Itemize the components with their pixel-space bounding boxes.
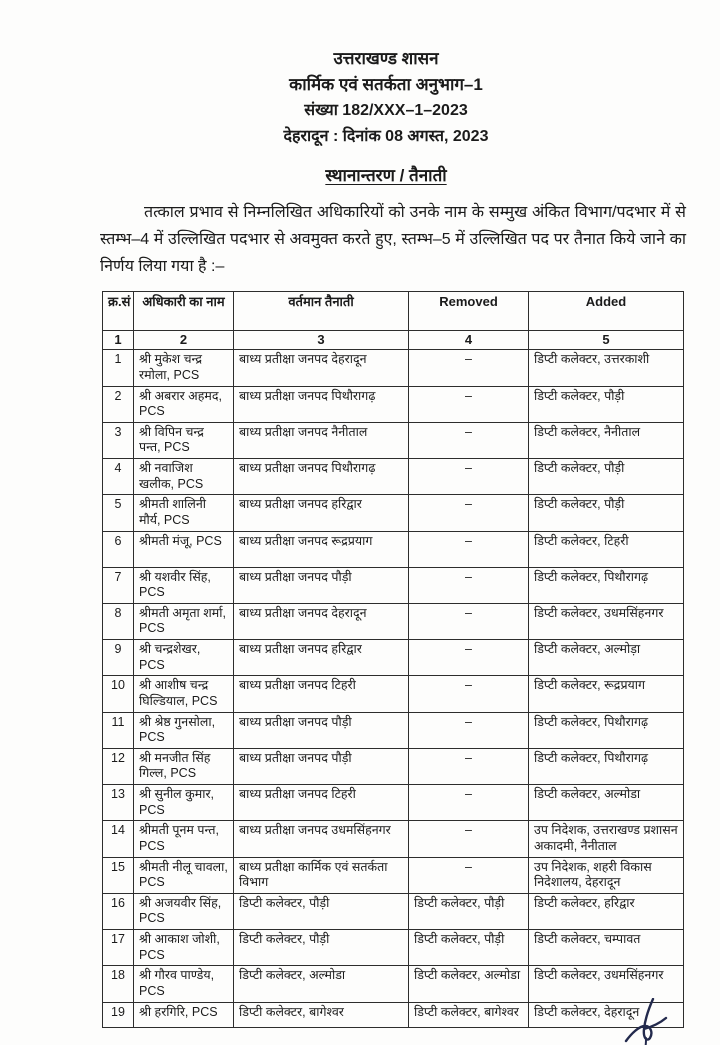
officer-name: श्री सुनील कुमार, PCS bbox=[134, 785, 234, 821]
removed-posting: – bbox=[409, 821, 529, 857]
table-row bbox=[103, 640, 684, 676]
added-posting: डिप्टी कलेक्टर, अल्मोडा bbox=[529, 785, 684, 821]
table-row bbox=[103, 785, 684, 821]
added-posting: डिप्टी कलेक्टर, अल्मोड़ा bbox=[529, 640, 684, 676]
current-posting: बाध्य प्रतीक्षा जनपद देहरादून bbox=[234, 603, 409, 639]
officer-name: श्रीमती नीलू चावला, PCS bbox=[134, 857, 234, 893]
row-serial: 10 bbox=[103, 676, 134, 712]
removed-posting: – bbox=[409, 567, 529, 603]
removed-posting: – bbox=[409, 676, 529, 712]
col-number-4: 4 bbox=[409, 331, 529, 350]
col-number-1: 1 bbox=[103, 331, 134, 350]
current-posting: बाध्य प्रतीक्षा जनपद नैनीताल bbox=[234, 422, 409, 458]
department-name: कार्मिक एवं सतर्कता अनुभाग–1 bbox=[289, 75, 483, 94]
current-posting: बाध्य प्रतीक्षा जनपद टिहरी bbox=[234, 785, 409, 821]
added-posting: डिप्टी कलेक्टर, पिथौरागढ़ bbox=[529, 748, 684, 784]
added-posting: डिप्टी कलेक्टर, पौड़ी bbox=[529, 495, 684, 531]
table-row bbox=[103, 459, 684, 495]
officer-name: श्रीमती पूनम पन्त, PCS bbox=[134, 821, 234, 857]
table-row bbox=[103, 821, 684, 857]
removed-posting: – bbox=[409, 640, 529, 676]
row-serial: 18 bbox=[103, 966, 134, 1002]
row-serial: 1 bbox=[103, 350, 134, 386]
removed-posting: – bbox=[409, 495, 529, 531]
row-serial: 7 bbox=[103, 567, 134, 603]
table-row bbox=[103, 386, 684, 422]
current-posting: डिप्टी कलेक्टर, पौड़ी bbox=[234, 930, 409, 966]
row-serial: 17 bbox=[103, 930, 134, 966]
table-row bbox=[103, 422, 684, 458]
current-posting: बाध्य प्रतीक्षा कार्मिक एवं सतर्कता विभाग bbox=[234, 857, 409, 893]
removed-posting: – bbox=[409, 531, 529, 567]
document-header bbox=[66, 0, 706, 186]
removed-posting: डिप्टी कलेक्टर, अल्मोडा bbox=[409, 966, 529, 1002]
officer-name: श्री नवाजिश खलीक, PCS bbox=[134, 459, 234, 495]
current-posting: डिप्टी कलेक्टर, बागेश्वर bbox=[234, 1002, 409, 1027]
row-serial: 16 bbox=[103, 893, 134, 929]
table-row bbox=[103, 966, 684, 1002]
place-and-date: देहरादून : दिनांक 08 अगस्त, 2023 bbox=[283, 128, 489, 145]
table-row bbox=[103, 748, 684, 784]
col-header-officer-name: अधिकारी का नाम bbox=[134, 292, 234, 331]
col-number-2: 2 bbox=[134, 331, 234, 350]
added-posting: डिप्टी कलेक्टर, पिथौरागढ़ bbox=[529, 712, 684, 748]
table-row bbox=[103, 893, 684, 929]
table-row bbox=[103, 930, 684, 966]
current-posting: बाध्य प्रतीक्षा जनपद पौड़ी bbox=[234, 712, 409, 748]
row-serial: 12 bbox=[103, 748, 134, 784]
removed-posting: डिप्टी कलेक्टर, बागेश्वर bbox=[409, 1002, 529, 1027]
row-serial: 15 bbox=[103, 857, 134, 893]
current-posting: बाध्य प्रतीक्षा जनपद हरिद्वार bbox=[234, 640, 409, 676]
table-row bbox=[103, 712, 684, 748]
col-header-serial: क्र.सं bbox=[103, 292, 134, 331]
removed-posting: – bbox=[409, 785, 529, 821]
current-posting: बाध्य प्रतीक्षा जनपद पिथौरागढ़ bbox=[234, 386, 409, 422]
added-posting: उप निदेशक, शहरी विकास निदेशालय, देहरादून bbox=[529, 857, 684, 893]
officer-name: श्रीमती शालिनी मौर्य, PCS bbox=[134, 495, 234, 531]
column-number-row bbox=[103, 331, 684, 350]
table-row bbox=[103, 603, 684, 639]
removed-posting: – bbox=[409, 748, 529, 784]
officer-name: श्री अबरार अहमद, PCS bbox=[134, 386, 234, 422]
added-posting: डिप्टी कलेक्टर, देहरादून bbox=[529, 1002, 684, 1027]
row-serial: 2 bbox=[103, 386, 134, 422]
removed-posting: डिप्टी कलेक्टर, पौड़ी bbox=[409, 930, 529, 966]
col-header-removed: Removed bbox=[409, 292, 529, 331]
added-posting: डिप्टी कलेक्टर, पौड़ी bbox=[529, 386, 684, 422]
removed-posting: – bbox=[409, 386, 529, 422]
col-header-added: Added bbox=[529, 292, 684, 331]
officer-name: श्री श्रेष्ठ गुनसोला, PCS bbox=[134, 712, 234, 748]
current-posting: बाध्य प्रतीक्षा जनपद पिथौरागढ़ bbox=[234, 459, 409, 495]
current-posting: बाध्य प्रतीक्षा जनपद पौड़ी bbox=[234, 748, 409, 784]
added-posting: डिप्टी कलेक्टर, पिथौरागढ़ bbox=[529, 567, 684, 603]
added-posting: डिप्टी कलेक्टर, चम्पावत bbox=[529, 930, 684, 966]
removed-posting: – bbox=[409, 350, 529, 386]
current-posting: बाध्य प्रतीक्षा जनपद देहरादून bbox=[234, 350, 409, 386]
table-header-row bbox=[103, 292, 684, 331]
row-serial: 13 bbox=[103, 785, 134, 821]
officer-name: श्री गौरव पाण्डेय, PCS bbox=[134, 966, 234, 1002]
added-posting: डिप्टी कलेक्टर, उधमसिंहनगर bbox=[529, 966, 684, 1002]
row-serial: 8 bbox=[103, 603, 134, 639]
current-posting: डिप्टी कलेक्टर, अल्मोडा bbox=[234, 966, 409, 1002]
signature-initial-icon bbox=[620, 998, 678, 1045]
table-row bbox=[103, 1002, 684, 1027]
officer-name: श्री मुकेश चन्द्र रमोला, PCS bbox=[134, 350, 234, 386]
current-posting: बाध्य प्रतीक्षा जनपद पौड़ी bbox=[234, 567, 409, 603]
officer-name: श्री विपिन चन्द्र पन्त, PCS bbox=[134, 422, 234, 458]
order-number: संख्या 182/XXX–1–2023 bbox=[304, 102, 468, 119]
table-row bbox=[103, 567, 684, 603]
added-posting: डिप्टी कलेक्टर, रूद्रप्रयाग bbox=[529, 676, 684, 712]
removed-posting: – bbox=[409, 712, 529, 748]
removed-posting: – bbox=[409, 857, 529, 893]
row-serial: 6 bbox=[103, 531, 134, 567]
col-header-current-posting: वर्तमान तैनाती bbox=[234, 292, 409, 331]
table-row bbox=[103, 857, 684, 893]
table-body bbox=[103, 350, 684, 1027]
table-row bbox=[103, 676, 684, 712]
removed-posting: – bbox=[409, 459, 529, 495]
col-number-5: 5 bbox=[529, 331, 684, 350]
current-posting: बाध्य प्रतीक्षा जनपद टिहरी bbox=[234, 676, 409, 712]
row-serial: 9 bbox=[103, 640, 134, 676]
added-posting: उप निदेशक, उत्तराखण्ड प्रशासन अकादमी, नैनीताल bbox=[529, 821, 684, 857]
intro-paragraph: तत्काल प्रभाव से निम्नलिखित अधिकारियों को उनके नाम के सम्मुख अंकित विभाग/पदभार में से स्तम्भ–4 में उल्लिखित पदभार से अवमुक्त करते हुए, स्तम्भ–5 में उल्लिखित पद पर तैनात किये जाने का निर्णय लिया गया है :– bbox=[100, 204, 686, 275]
officer-name: श्रीमती अमृता शर्मा, PCS bbox=[134, 603, 234, 639]
row-serial: 19 bbox=[103, 1002, 134, 1027]
table-row bbox=[103, 531, 684, 567]
officer-name: श्री आकाश जोशी, PCS bbox=[134, 930, 234, 966]
current-posting: बाध्य प्रतीक्षा जनपद रूद्रप्रयाग bbox=[234, 531, 409, 567]
officer-name: श्री चन्द्रशेखर, PCS bbox=[134, 640, 234, 676]
officer-name: श्री आशीष चन्द्र घिल्डियाल, PCS bbox=[134, 676, 234, 712]
removed-posting: – bbox=[409, 603, 529, 639]
table-header bbox=[103, 292, 684, 350]
current-posting: बाध्य प्रतीक्षा जनपद उधमसिंहनगर bbox=[234, 821, 409, 857]
officer-name: श्रीमती मंजू, PCS bbox=[134, 531, 234, 567]
government-name: उत्तराखण्ड शासन bbox=[333, 49, 439, 68]
document-subject: स्थानान्तरण / तैनाती bbox=[325, 166, 447, 185]
officer-name: श्री यशवीर सिंह, PCS bbox=[134, 567, 234, 603]
added-posting: डिप्टी कलेक्टर, उत्तरकाशी bbox=[529, 350, 684, 386]
officer-name: श्री हरगिरि, PCS bbox=[134, 1002, 234, 1027]
row-serial: 5 bbox=[103, 495, 134, 531]
current-posting: डिप्टी कलेक्टर, पौड़ी bbox=[234, 893, 409, 929]
removed-posting: डिप्टी कलेक्टर, पौड़ी bbox=[409, 893, 529, 929]
row-serial: 3 bbox=[103, 422, 134, 458]
added-posting: डिप्टी कलेक्टर, उधमसिंहनगर bbox=[529, 603, 684, 639]
row-serial: 14 bbox=[103, 821, 134, 857]
removed-posting: – bbox=[409, 422, 529, 458]
officer-name: श्री मनजीत सिंह गिल्ल, PCS bbox=[134, 748, 234, 784]
table-row bbox=[103, 495, 684, 531]
added-posting: डिप्टी कलेक्टर, पौड़ी bbox=[529, 459, 684, 495]
added-posting: डिप्टी कलेक्टर, नैनीताल bbox=[529, 422, 684, 458]
col-number-3: 3 bbox=[234, 331, 409, 350]
added-posting: डिप्टी कलेक्टर, टिहरी bbox=[529, 531, 684, 567]
row-serial: 11 bbox=[103, 712, 134, 748]
transfer-table bbox=[102, 291, 684, 1028]
table-row bbox=[103, 350, 684, 386]
row-serial: 4 bbox=[103, 459, 134, 495]
current-posting: बाध्य प्रतीक्षा जनपद हरिद्वार bbox=[234, 495, 409, 531]
officer-name: श्री अजयवीर सिंह, PCS bbox=[134, 893, 234, 929]
added-posting: डिप्टी कलेक्टर, हरिद्वार bbox=[529, 893, 684, 929]
